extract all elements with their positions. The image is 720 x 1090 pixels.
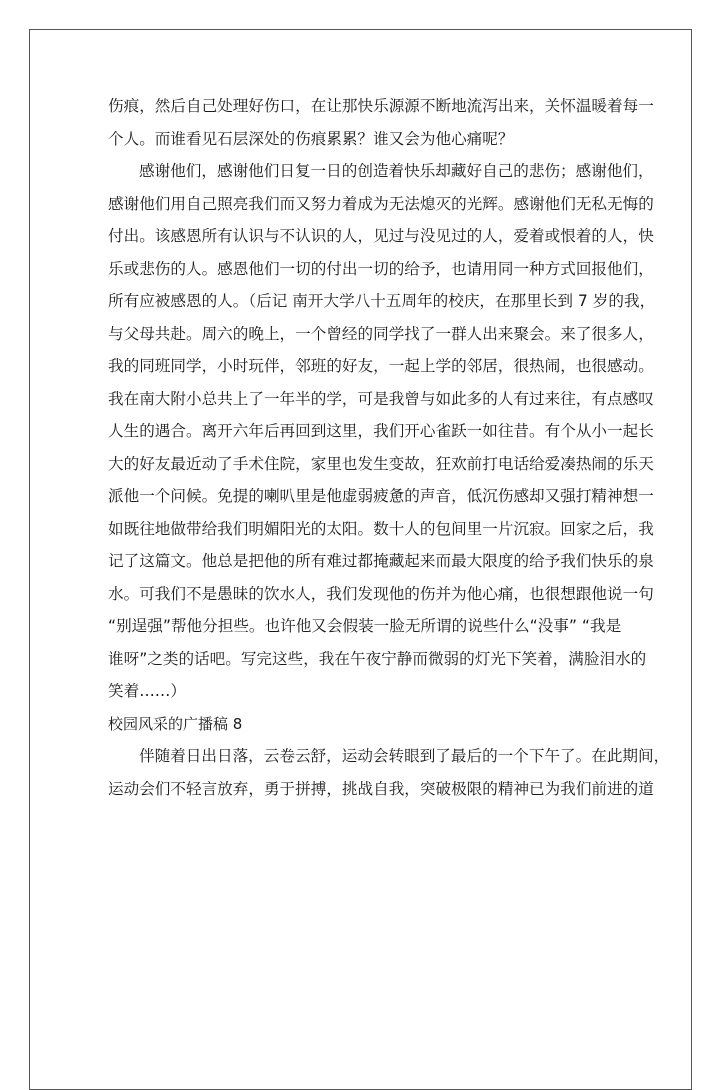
text-line: 伤痕，然后自己处理好伤口，在让那快乐源源不断地流泻出来，关怀温暖着每一 xyxy=(108,97,654,115)
text-line: 运动会们不轻言放弃，勇于拼搏，挑战自我，突破极限的精神已为我们前进的道 xyxy=(108,779,654,798)
text-line: 个人。而谁看见石层深处的伤痕累累？谁又会为他心痛呢？ xyxy=(108,129,514,148)
text-line: 与父母共赴。周六的晚上，一个曾经的同学找了一群人出来聚会。来了很多人， xyxy=(108,324,654,343)
text-line: 笑着……） xyxy=(108,682,186,700)
text-line: 人生的遇合。离开六年后再回到这里，我们开心雀跃一如往昔。有个从小一起长 xyxy=(108,422,654,440)
text-line: 记了这篇文。他总是把他的所有难过都掩藏起来而最大限度的给予我们快乐的泉 xyxy=(108,552,654,570)
text-line: 伴随着日出日落，云卷云舒，运动会转眼到了最后的一个下午了。在此期间， xyxy=(139,747,670,765)
document-body xyxy=(108,90,670,805)
section-heading: 校园风采的广播稿 8 xyxy=(108,714,243,733)
text-line: 水。可我们不是愚昧的饮水人，我们发现他的伤并为他心痛，也很想跟他说一句 xyxy=(108,584,654,603)
text-line: 谁呀”之类的话吧。写完这些，我在午夜宁静而微弱的灯光下笑着，满脸泪水的 xyxy=(108,649,647,668)
text-line: 感谢他们，感谢他们日复一日的创造着快乐却藏好自己的悲伤；感谢他们， xyxy=(139,162,654,180)
text-line: 我的同班同学，小时玩伴，邻班的好友，一起上学的邻居，很热闹，也很感动。 xyxy=(108,357,654,375)
text-line: 乐或悲伤的人。感恩他们一切的付出一切的给予，也请用同一种方式回报他们， xyxy=(108,259,654,278)
text-line: 我在南大附小总共上了一年半的学，可是我曾与如此多的人有过来往，有点感叹 xyxy=(108,389,654,408)
text-line: “别逞强”帮他分担些。也许他又会假装一脸无所谓的说些什么“没事” “我是 xyxy=(108,617,622,635)
text-line: 派他一个问候。免提的喇叭里是他虚弱疲惫的声音，低沉伤感却又强打精神想一 xyxy=(108,487,654,505)
text-line: 所有应被感恩的人。（后记 南开大学八十五周年的校庆，在那里长到 7 岁的我， xyxy=(108,292,656,310)
text-line: 如既往地做带给我们明媚阳光的太阳。数十人的包间里一片沉寂。回家之后，我 xyxy=(108,519,654,538)
text-line: 感谢他们用自己照亮我们而又努力着成为无法熄灭的光辉。感谢他们无私无悔的 xyxy=(108,194,654,213)
text-line: 付出。该感恩所有认识与不认识的人，见过与没见过的人，爱着或恨着的人，快 xyxy=(108,227,654,245)
text-line: 大的好友最近动了手术住院，家里也发生变故，狂欢前打电话给爱凑热闹的乐天 xyxy=(108,454,654,473)
